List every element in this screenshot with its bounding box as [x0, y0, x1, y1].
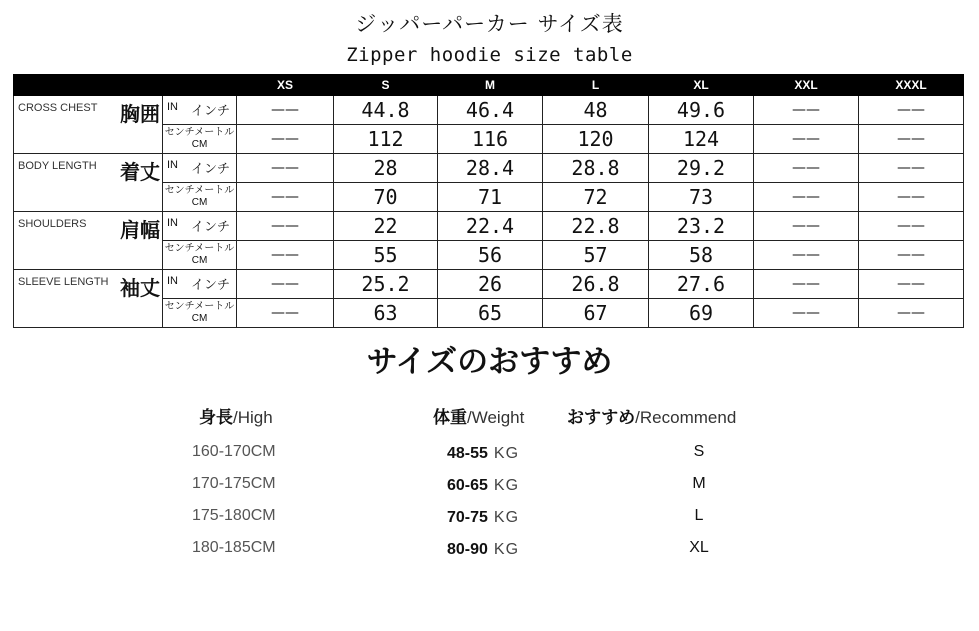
empty-value-cell: —— [754, 96, 859, 125]
empty-value-cell: —— [237, 96, 334, 125]
value-cell: 23.2 [649, 212, 754, 241]
recommend-size: XL [689, 539, 709, 556]
weight-header [433, 403, 524, 428]
weight-header-en: /Weight [467, 408, 525, 427]
measurement-inch-row [14, 270, 964, 299]
measurement-cm-row [14, 183, 964, 212]
empty-value-cell: —— [237, 270, 334, 299]
unit-inch-jp: インチ [191, 220, 231, 235]
recommend-height: 180-185CM [192, 539, 276, 556]
unit-cm-jp: センチメートル [164, 243, 235, 254]
recommend-weight-value: 70-75 [447, 509, 488, 526]
header-blank [163, 75, 237, 96]
unit-cm-jp: センチメートル [164, 127, 235, 138]
value-cell: 27.6 [649, 270, 754, 299]
value-cell: 49.6 [649, 96, 754, 125]
empty-value-cell: —— [237, 183, 334, 212]
value-cell: 70 [334, 183, 438, 212]
unit-cm-abbr: CM [191, 139, 208, 150]
size-header: XXL [754, 75, 859, 96]
unit-cm [163, 183, 237, 212]
measurement-label-jp: 着丈 [120, 160, 160, 184]
value-cell: 28.4 [438, 154, 543, 183]
recommend-size: L [694, 507, 704, 524]
measurement-label-blank [14, 183, 163, 212]
value-cell: 69 [649, 299, 754, 328]
header-blank [14, 75, 163, 96]
unit-inch-abbr: IN [167, 159, 178, 171]
measurement-label-en: BODY LENGTH [18, 160, 97, 172]
empty-value-cell: —— [754, 212, 859, 241]
value-cell: 65 [438, 299, 543, 328]
unit-cm-abbr: CM [191, 255, 208, 266]
value-cell: 112 [334, 125, 438, 154]
value-cell: 25.2 [334, 270, 438, 299]
unit-cm-abbr: CM [191, 313, 208, 324]
unit-cm [163, 125, 237, 154]
empty-value-cell: —— [754, 125, 859, 154]
size-header: L [543, 75, 649, 96]
value-cell: 71 [438, 183, 543, 212]
value-cell: 22.8 [543, 212, 649, 241]
recommend-weight-unit: KG [493, 445, 520, 462]
size-header: M [438, 75, 543, 96]
recommend-weight-value: 60-65 [447, 477, 488, 494]
unit-inch-abbr: IN [167, 217, 178, 229]
unit-inch [163, 154, 237, 183]
recommend-weight-value: 48-55 [447, 445, 488, 462]
value-cell: 73 [649, 183, 754, 212]
height-header-en: /High [233, 408, 273, 427]
value-cell: 120 [543, 125, 649, 154]
page-title-en: Zipper hoodie size table [346, 44, 633, 66]
recommend-size: M [692, 475, 706, 492]
size-header: XXXL [859, 75, 964, 96]
recommend-height: 160-170CM [192, 443, 276, 460]
recommend-weight [447, 443, 519, 463]
unit-inch [163, 270, 237, 299]
empty-value-cell: —— [859, 125, 964, 154]
value-cell: 55 [334, 241, 438, 270]
empty-value-cell: —— [237, 241, 334, 270]
empty-value-cell: —— [859, 212, 964, 241]
height-header [199, 403, 273, 428]
value-cell: 57 [543, 241, 649, 270]
recommend-weight-unit: KG [493, 509, 520, 526]
value-cell: 44.8 [334, 96, 438, 125]
recommend-header-jp: おすすめ [567, 408, 636, 428]
measurement-cm-row [14, 125, 964, 154]
empty-value-cell: —— [859, 96, 964, 125]
recommend-height: 170-175CM [192, 475, 276, 492]
recommend-weight [447, 539, 519, 559]
recommend-header [567, 403, 736, 428]
empty-value-cell: —— [237, 212, 334, 241]
unit-cm-abbr: CM [191, 197, 208, 208]
empty-value-cell: —— [754, 154, 859, 183]
size-header: XS [237, 75, 334, 96]
recommend-height: 175-180CM [192, 507, 276, 524]
height-header-jp: 身長 [199, 408, 233, 428]
value-cell: 28 [334, 154, 438, 183]
value-cell: 22.4 [438, 212, 543, 241]
value-cell: 63 [334, 299, 438, 328]
value-cell: 67 [543, 299, 649, 328]
empty-value-cell: —— [237, 125, 334, 154]
size-table [13, 74, 964, 328]
unit-cm-jp: センチメートル [164, 301, 235, 312]
measurement-label-en: SLEEVE LENGTH [18, 276, 109, 288]
value-cell: 124 [649, 125, 754, 154]
value-cell: 72 [543, 183, 649, 212]
empty-value-cell: —— [859, 183, 964, 212]
recommend-title: サイズのおすすめ [366, 344, 613, 380]
page-title-jp: ジッパーパーカー サイズ表 [355, 12, 624, 36]
recommend-weight-unit: KG [493, 477, 520, 494]
measurement-label [14, 154, 163, 183]
weight-header-jp: 体重 [433, 408, 467, 428]
value-cell: 56 [438, 241, 543, 270]
size-header: S [334, 75, 438, 96]
value-cell: 116 [438, 125, 543, 154]
value-cell: 29.2 [649, 154, 754, 183]
empty-value-cell: —— [754, 299, 859, 328]
measurement-label-en: CROSS CHEST [18, 102, 98, 114]
measurement-label [14, 270, 163, 299]
value-cell: 58 [649, 241, 754, 270]
unit-inch-abbr: IN [167, 275, 178, 287]
empty-value-cell: —— [754, 270, 859, 299]
empty-value-cell: —— [859, 270, 964, 299]
measurement-label-blank [14, 241, 163, 270]
unit-inch-jp: インチ [191, 162, 231, 177]
measurement-label-en: SHOULDERS [18, 218, 87, 230]
measurement-label-blank [14, 299, 163, 328]
unit-inch-abbr: IN [167, 101, 178, 113]
recommend-size: S [693, 443, 705, 460]
measurement-inch-row [14, 96, 964, 125]
measurement-label [14, 96, 163, 125]
empty-value-cell: —— [237, 154, 334, 183]
value-cell: 46.4 [438, 96, 543, 125]
empty-value-cell: —— [754, 183, 859, 212]
unit-inch-jp: インチ [191, 278, 231, 293]
recommend-weight-value: 80-90 [447, 541, 488, 558]
unit-cm [163, 299, 237, 328]
empty-value-cell: —— [237, 299, 334, 328]
unit-cm-jp: センチメートル [164, 185, 235, 196]
measurement-label-jp: 袖丈 [120, 276, 160, 300]
empty-value-cell: —— [754, 241, 859, 270]
recommend-weight [447, 507, 519, 527]
value-cell: 26 [438, 270, 543, 299]
measurement-label [14, 212, 163, 241]
measurement-label-jp: 肩幅 [120, 218, 160, 242]
value-cell: 26.8 [543, 270, 649, 299]
measurement-cm-row [14, 241, 964, 270]
empty-value-cell: —— [859, 154, 964, 183]
size-table-body [14, 96, 964, 328]
size-header-row [14, 75, 964, 96]
value-cell: 48 [543, 96, 649, 125]
unit-inch-jp: インチ [191, 104, 231, 119]
recommend-weight-unit: KG [493, 541, 520, 558]
unit-inch [163, 212, 237, 241]
measurement-inch-row [14, 154, 964, 183]
recommend-header-en: /Recommend [635, 408, 737, 427]
measurement-inch-row [14, 212, 964, 241]
empty-value-cell: —— [859, 241, 964, 270]
value-cell: 22 [334, 212, 438, 241]
empty-value-cell: —— [859, 299, 964, 328]
measurement-label-blank [14, 125, 163, 154]
measurement-cm-row [14, 299, 964, 328]
value-cell: 28.8 [543, 154, 649, 183]
unit-inch [163, 96, 237, 125]
recommend-weight [447, 475, 519, 495]
measurement-label-jp: 胸囲 [120, 102, 160, 126]
unit-cm [163, 241, 237, 270]
size-header: XL [649, 75, 754, 96]
